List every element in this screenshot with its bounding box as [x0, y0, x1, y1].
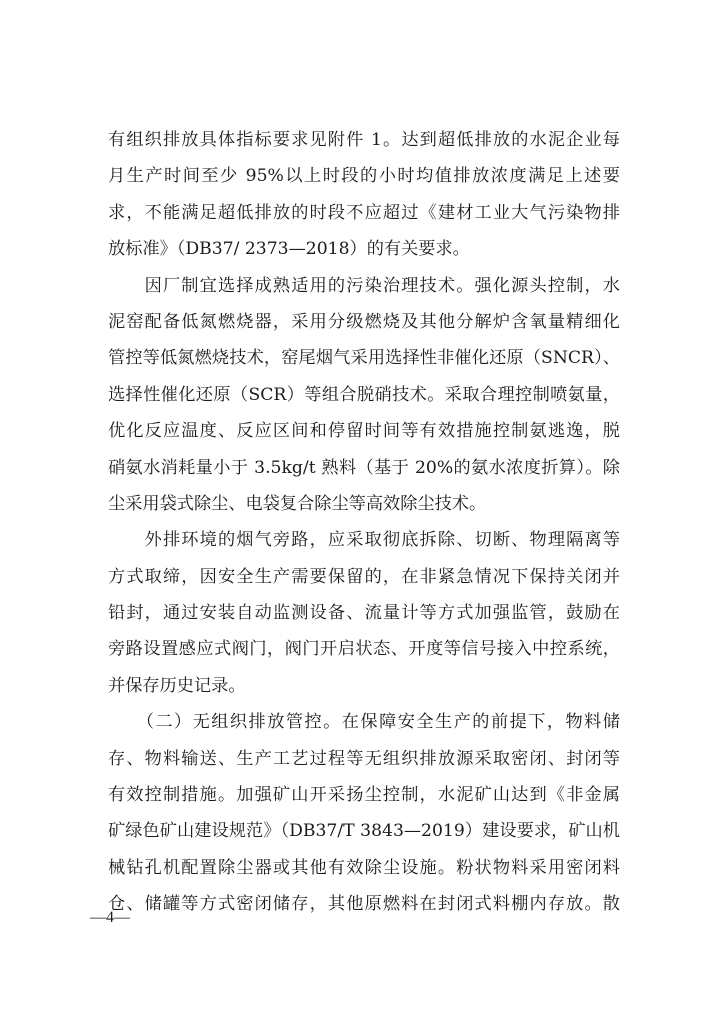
text-line: 仓、储罐等方式密闭储存，其他原燃料在封闭式料棚内存放。散	[108, 894, 620, 915]
text-line: 放标准》（DB37/ 2373—2018）的有关要求。	[108, 239, 470, 260]
text-line: 求，不能满足超低排放的时段不应超过《建材工业大气污染物排	[108, 202, 620, 223]
text-line: 铅封，通过安装自动监测设备、流量计等方式加强监管，鼓励在	[108, 603, 620, 624]
text-line: 有效控制措施。加强矿山开采扬尘控制，水泥矿山达到《非金属	[108, 785, 620, 806]
text-line: 并保存历史记录。	[108, 675, 246, 696]
text-line: 外排环境的烟气旁路，应采取彻底拆除、切断、物理隔离等	[108, 530, 620, 551]
text-line: 因厂制宜选择成熟适用的污染治理技术。强化源头控制，水	[108, 275, 620, 296]
text-line: 存、物料输送、生产工艺过程等无组织排放源采取密闭、封闭等	[108, 748, 620, 769]
text-line: 泥窑配备低氮燃烧器，采用分级燃烧及其他分解炉含氧量精细化	[108, 311, 620, 332]
body-text	[108, 122, 620, 923]
text-line: 硝氨水消耗量小于 3.5kg/t 熟料（基于 20%的氨水浓度折算）。除	[108, 457, 620, 478]
text-line: 月生产时间至少 95%以上时段的小时均值排放浓度满足上述要	[108, 166, 620, 187]
text-line: 方式取缔，因安全生产需要保留的，在非紧急情况下保持关闭并	[108, 566, 620, 587]
text-line: 矿绿色矿山建设规范》（DB37/T 3843—2019）建设要求，矿山机	[108, 821, 620, 842]
text-line: 管控等低氮燃烧技术，窑尾烟气采用选择性非催化还原（SNCR）、	[108, 348, 620, 369]
page-number: —4—	[90, 909, 130, 926]
text-line: （二）无组织排放管控。在保障安全生产的前提下，物料储	[108, 712, 620, 733]
text-line: 有组织排放具体指标要求见附件 1。达到超低排放的水泥企业每	[108, 130, 620, 150]
text-line: 优化反应温度、反应区间和停留时间等有效措施控制氨逃逸，脱	[108, 421, 620, 442]
text-line: 尘采用袋式除尘、电袋复合除尘等高效除尘技术。	[108, 493, 487, 514]
text-line: 械钻孔机配置除尘器或其他有效除尘设施。粉状物料采用密闭料	[108, 857, 620, 878]
text-line: 选择性催化还原（SCR）等组合脱硝技术。采取合理控制喷氨量，	[108, 384, 620, 405]
text-line: 旁路设置感应式阀门，阀门开启状态、开度等信号接入中控系统，	[108, 639, 620, 660]
